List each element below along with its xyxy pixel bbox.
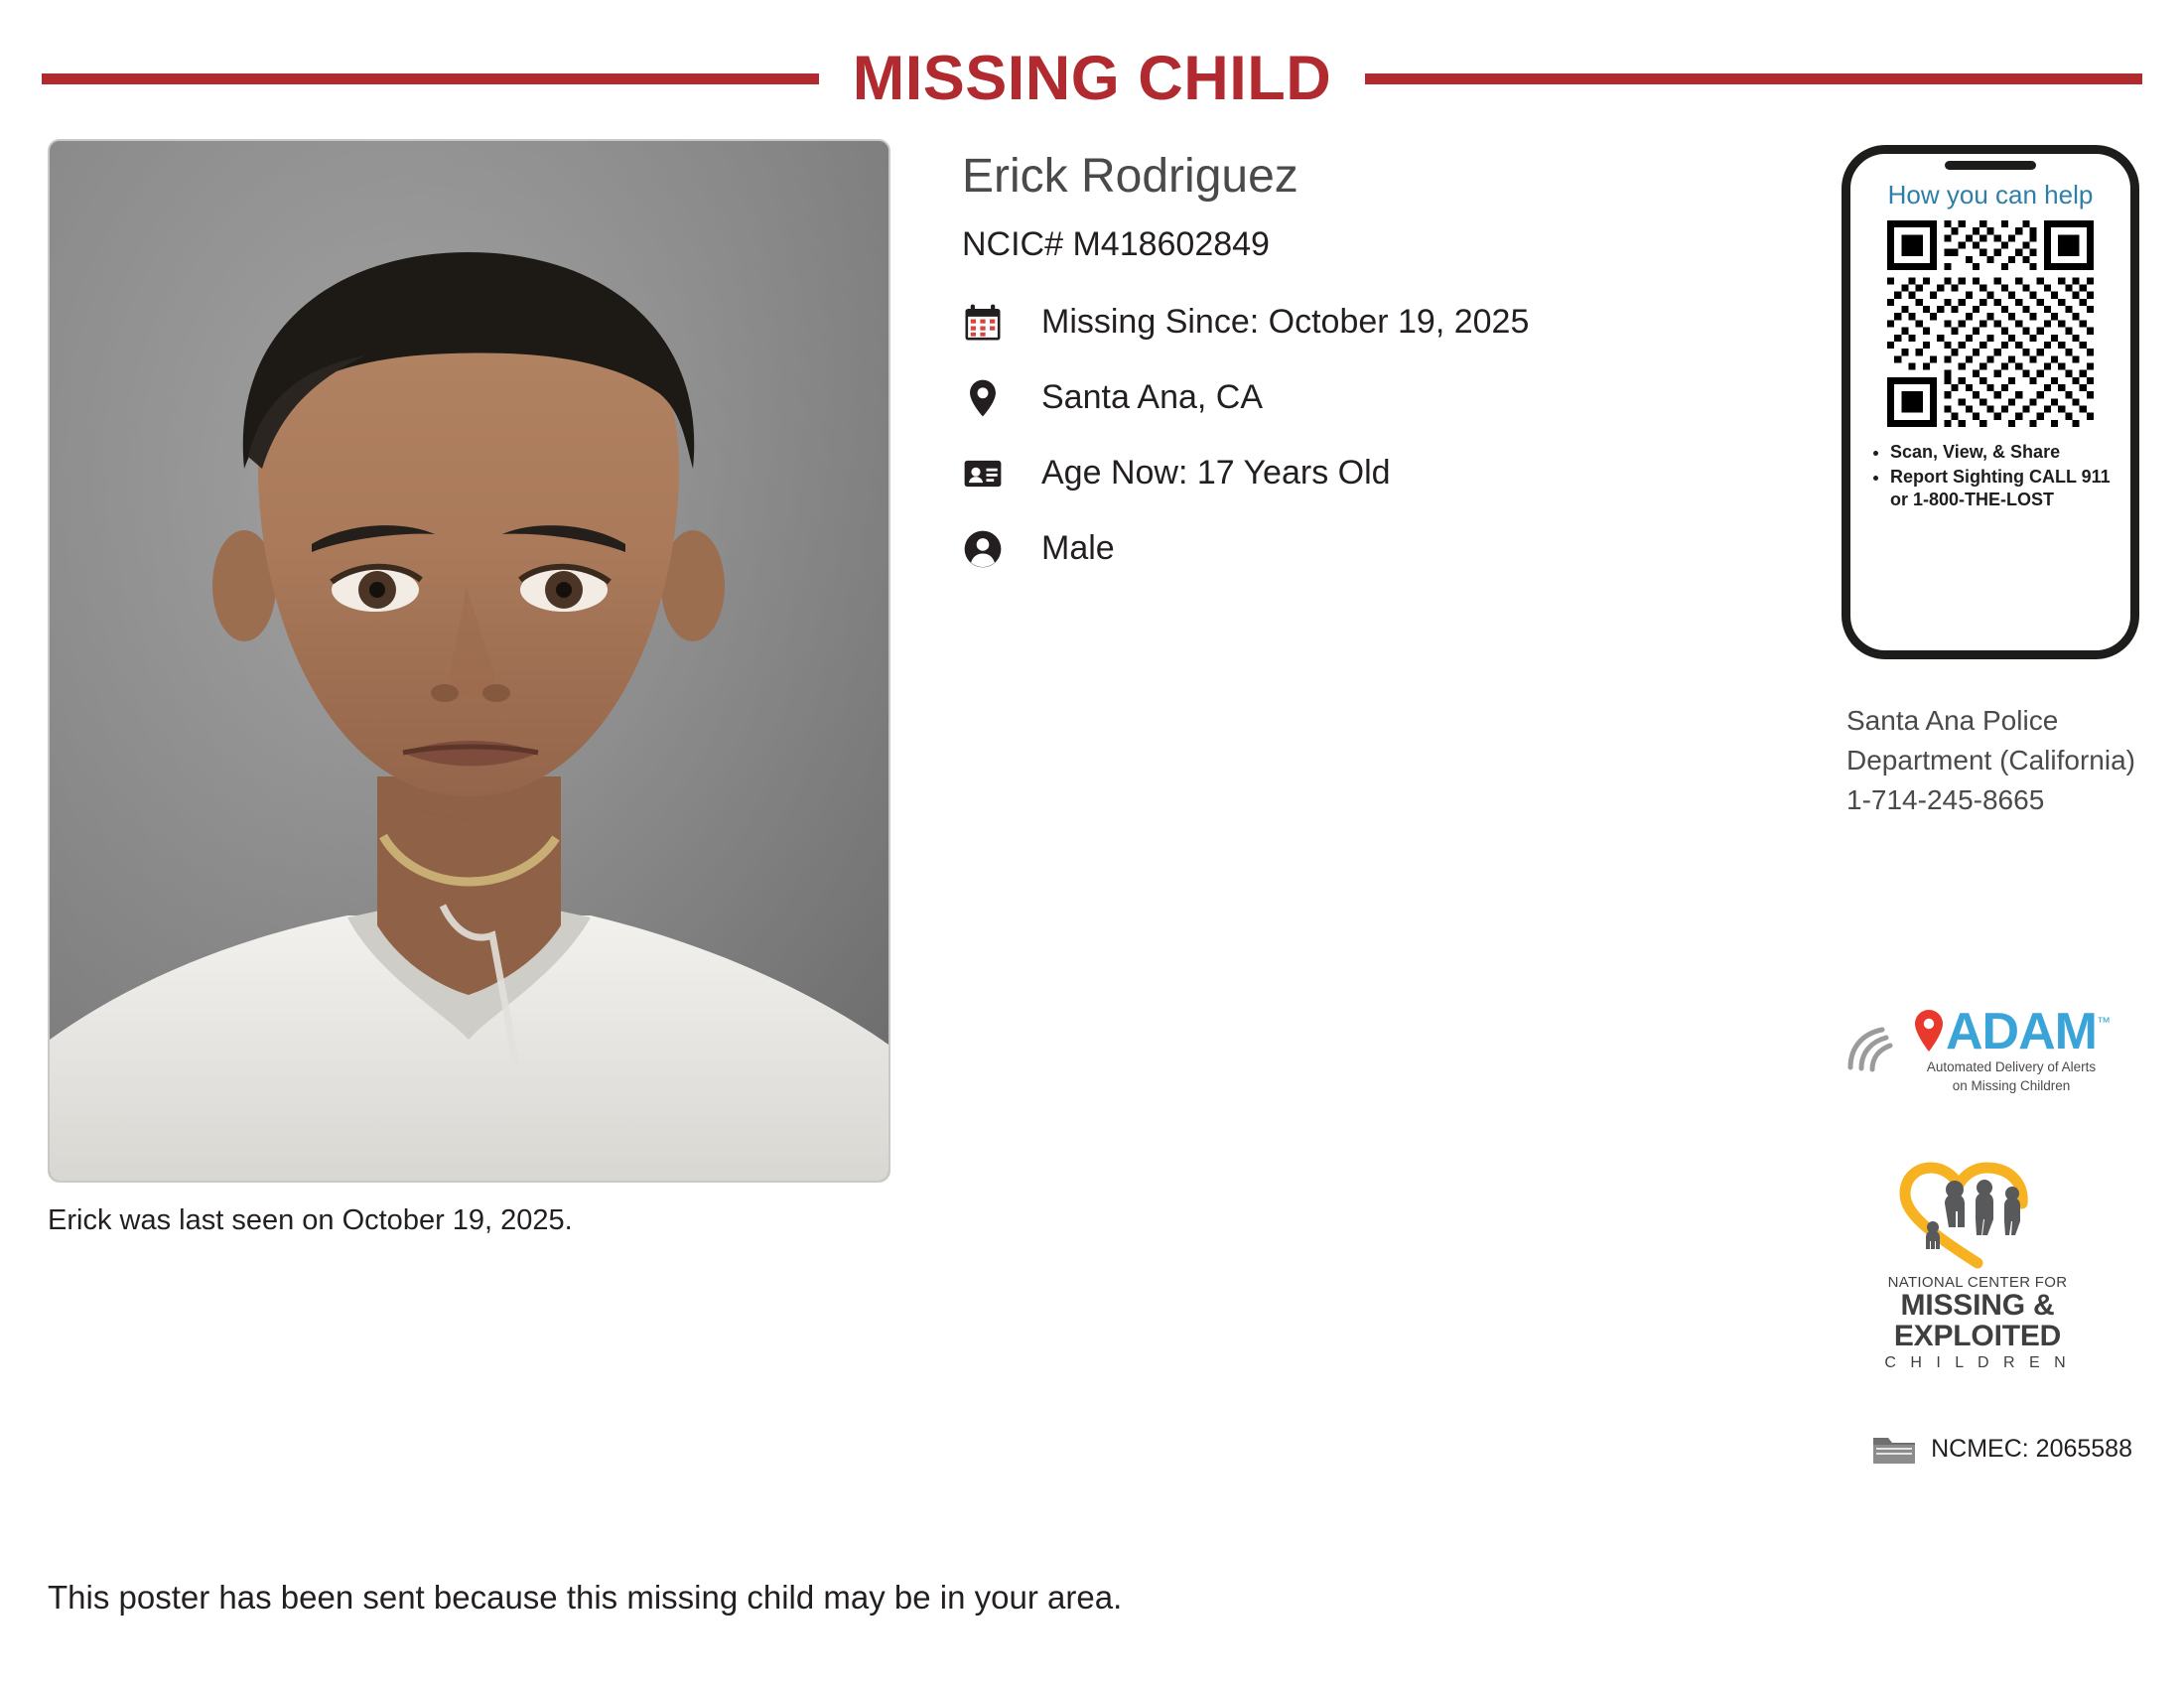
ncmec-line1: NATIONAL CENTER FOR: [1887, 1274, 2068, 1292]
qr-code-wrap: [1850, 220, 2130, 427]
fact-sex: [962, 528, 1815, 570]
fact-age: [962, 453, 1815, 494]
missing-child-photo: [48, 139, 890, 1183]
poster-header: [0, 0, 2184, 117]
photo-caption: Erick was last seen on October 19, 2025.: [48, 1204, 573, 1236]
photo-column: [48, 139, 887, 1468]
help-panel-title: How you can help: [1887, 180, 2094, 210]
portrait-illustration: [50, 141, 888, 1181]
adam-wordmark: ADAM: [1946, 1003, 2097, 1061]
qr-code-icon[interactable]: [1887, 220, 2094, 427]
ncmec-logo: [1839, 1158, 2142, 1371]
ncic-number: NCIC# M418602849: [962, 224, 1270, 263]
fact-location: [962, 377, 1815, 419]
list-item: • Scan, View, & Share: [1890, 441, 2115, 464]
adam-subtitle-line1: Automated Delivery of Alerts: [1926, 1058, 2097, 1074]
adam-swoosh-icon: [1844, 1022, 1910, 1073]
case-folder-icon: [1871, 1432, 1917, 1468]
adam-text-block: [1912, 1003, 2111, 1094]
how-you-can-help-panel: [1842, 145, 2139, 659]
ncmec-line2: MISSING &: [1900, 1289, 2055, 1323]
ncmec-line3: EXPLOITED: [1893, 1319, 2062, 1352]
ncmec-line4: C H I L D R E N: [1884, 1353, 2071, 1371]
phone-notch-decor: [1945, 161, 2036, 170]
child-name: Erick Rodriguez: [962, 150, 1298, 203]
side-column: [1815, 139, 2142, 1468]
fact-text: Age Now: 17 Years Old: [1041, 454, 1391, 492]
poster-body: [0, 117, 2184, 1468]
ncmec-heart-figures-icon: [1893, 1158, 2062, 1269]
adam-trademark: ™: [2096, 1014, 2111, 1031]
fact-text: Santa Ana, CA: [1041, 378, 1264, 417]
reporting-agency: Santa Ana Police Department (California) 1-714-245-8665: [1846, 705, 2135, 815]
list-item: • Report Sighting CALL 911 or 1-800-THE-LOST: [1890, 466, 2115, 511]
fact-missing-since: [962, 302, 1815, 344]
help-bullet-list: [1850, 441, 2130, 511]
header-rule-left: [42, 73, 819, 84]
ncmec-case-id-text: NCMEC: 2065588: [1931, 1435, 2132, 1464]
header-rule-right: [1365, 73, 2142, 84]
child-info-column: [887, 139, 1815, 1468]
adam-logo: [1839, 1003, 2142, 1094]
ncmec-case-id: [1839, 1432, 2142, 1468]
id-card-icon: [962, 453, 1022, 494]
adam-subtitle-line2: on Missing Children: [1952, 1077, 2071, 1093]
adam-pin-icon: [1912, 1008, 1946, 1055]
fact-text: Male: [1041, 529, 1115, 568]
calendar-icon: [962, 302, 1022, 344]
fact-text: Missing Since: October 19, 2025: [1041, 303, 1530, 342]
map-pin-icon: [962, 377, 1022, 419]
poster-footer-note: This poster has been sent because this missing child may be in your area.: [48, 1579, 1123, 1616]
person-icon: [962, 528, 1022, 570]
page-title: MISSING CHILD: [852, 43, 1332, 113]
